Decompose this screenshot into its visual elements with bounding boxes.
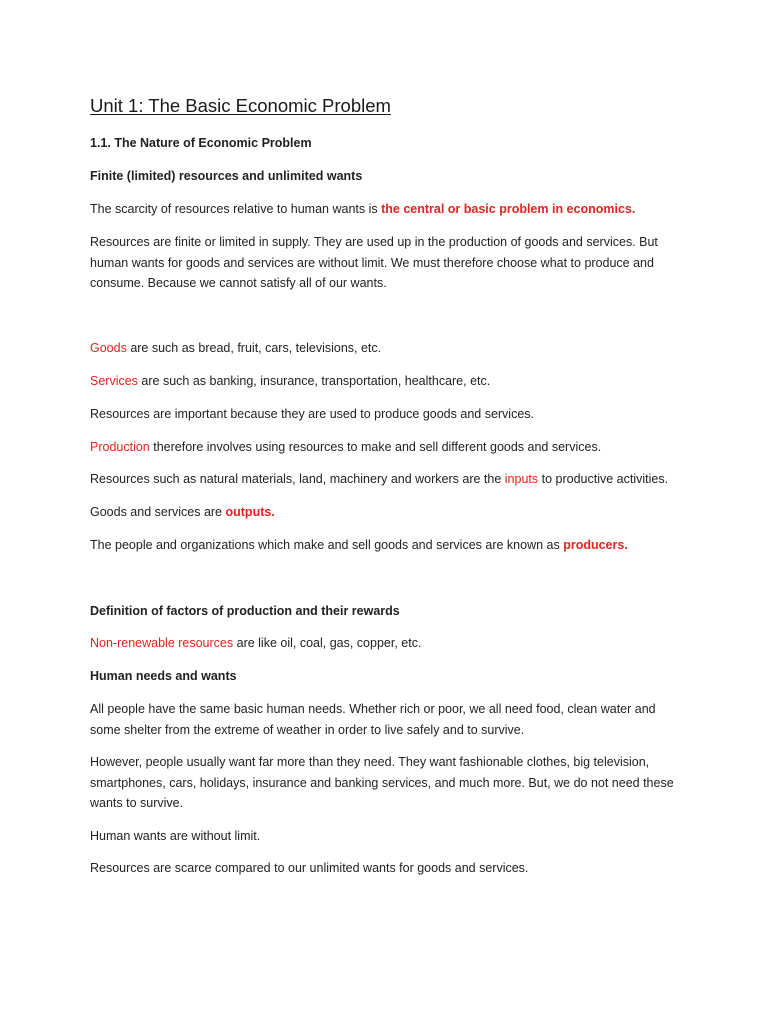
outputs-definition (90, 502, 275, 522)
inputs-before: Resources such as natural materials, land, machinery and workers are the (90, 472, 505, 486)
producers-before: The people and organizations which make and sell goods and services are known as (90, 538, 564, 552)
needs-paragraph: All people have the same basic human needs. Whether rich or poor, we all need food, clean water and some shelter from the extreme of weather in order to live safely and to survive. (90, 702, 656, 737)
subheading-factors: Definition of factors of production and their rewards (90, 604, 400, 618)
inputs-definition (90, 469, 668, 489)
production-term: Production (90, 440, 150, 454)
production-text: therefore involves using resources to make and sell different goods and services. (149, 440, 602, 454)
scarcity-statement (90, 199, 635, 219)
scarcity-highlight: the central or basic problem in economics. (381, 202, 636, 216)
producers-term: producers. (563, 538, 628, 552)
goods-text: are such as bread, fruit, cars, televisions, etc. (126, 341, 382, 355)
outputs-term: outputs. (225, 505, 275, 519)
scarcity-text: The scarcity of resources relative to human wants is (90, 202, 382, 216)
wants-paragraph: However, people usually want far more than they need. They want fashionable clothes, big television, smartphones, cars, holidays, insurance and banking services, and much more. But, we do not need these wants to survive. (90, 755, 674, 810)
page-title: Unit 1: The Basic Economic Problem (90, 95, 391, 116)
subheading-needs: Human needs and wants (90, 669, 237, 683)
nonrenewable-term: Non-renewable resources (90, 636, 234, 650)
producers-definition (90, 535, 628, 555)
goods-term: Goods (90, 341, 127, 355)
services-definition (90, 371, 490, 391)
nonrenewable-definition (90, 633, 421, 653)
outputs-before: Goods and services are (90, 505, 226, 519)
goods-definition (90, 338, 381, 358)
services-text: are such as banking, insurance, transportation, healthcare, etc. (137, 374, 491, 388)
nonrenewable-text: are like oil, coal, gas, copper, etc. (233, 636, 422, 650)
wants-limit: Human wants are without limit. (90, 829, 261, 843)
inputs-term: inputs (504, 472, 539, 486)
section-heading: 1.1. The Nature of Economic Problem (90, 136, 312, 150)
resources-paragraph: Resources are finite or limited in supply. They are used up in the production of goods and services. But human wants for goods and services are without limit. We must therefore choose what to produce and consume. Because we cannot satisfy all of our wants. (90, 235, 658, 290)
inputs-after: to productive activities. (538, 472, 669, 486)
resources-important: Resources are important because they are used to produce goods and services. (90, 407, 535, 421)
subheading-finite-resources: Finite (limited) resources and unlimited wants (90, 169, 363, 183)
scarce-compared: Resources are scarce compared to our unlimited wants for goods and services. (90, 861, 529, 875)
services-term: Services (90, 374, 138, 388)
production-definition (90, 437, 601, 457)
